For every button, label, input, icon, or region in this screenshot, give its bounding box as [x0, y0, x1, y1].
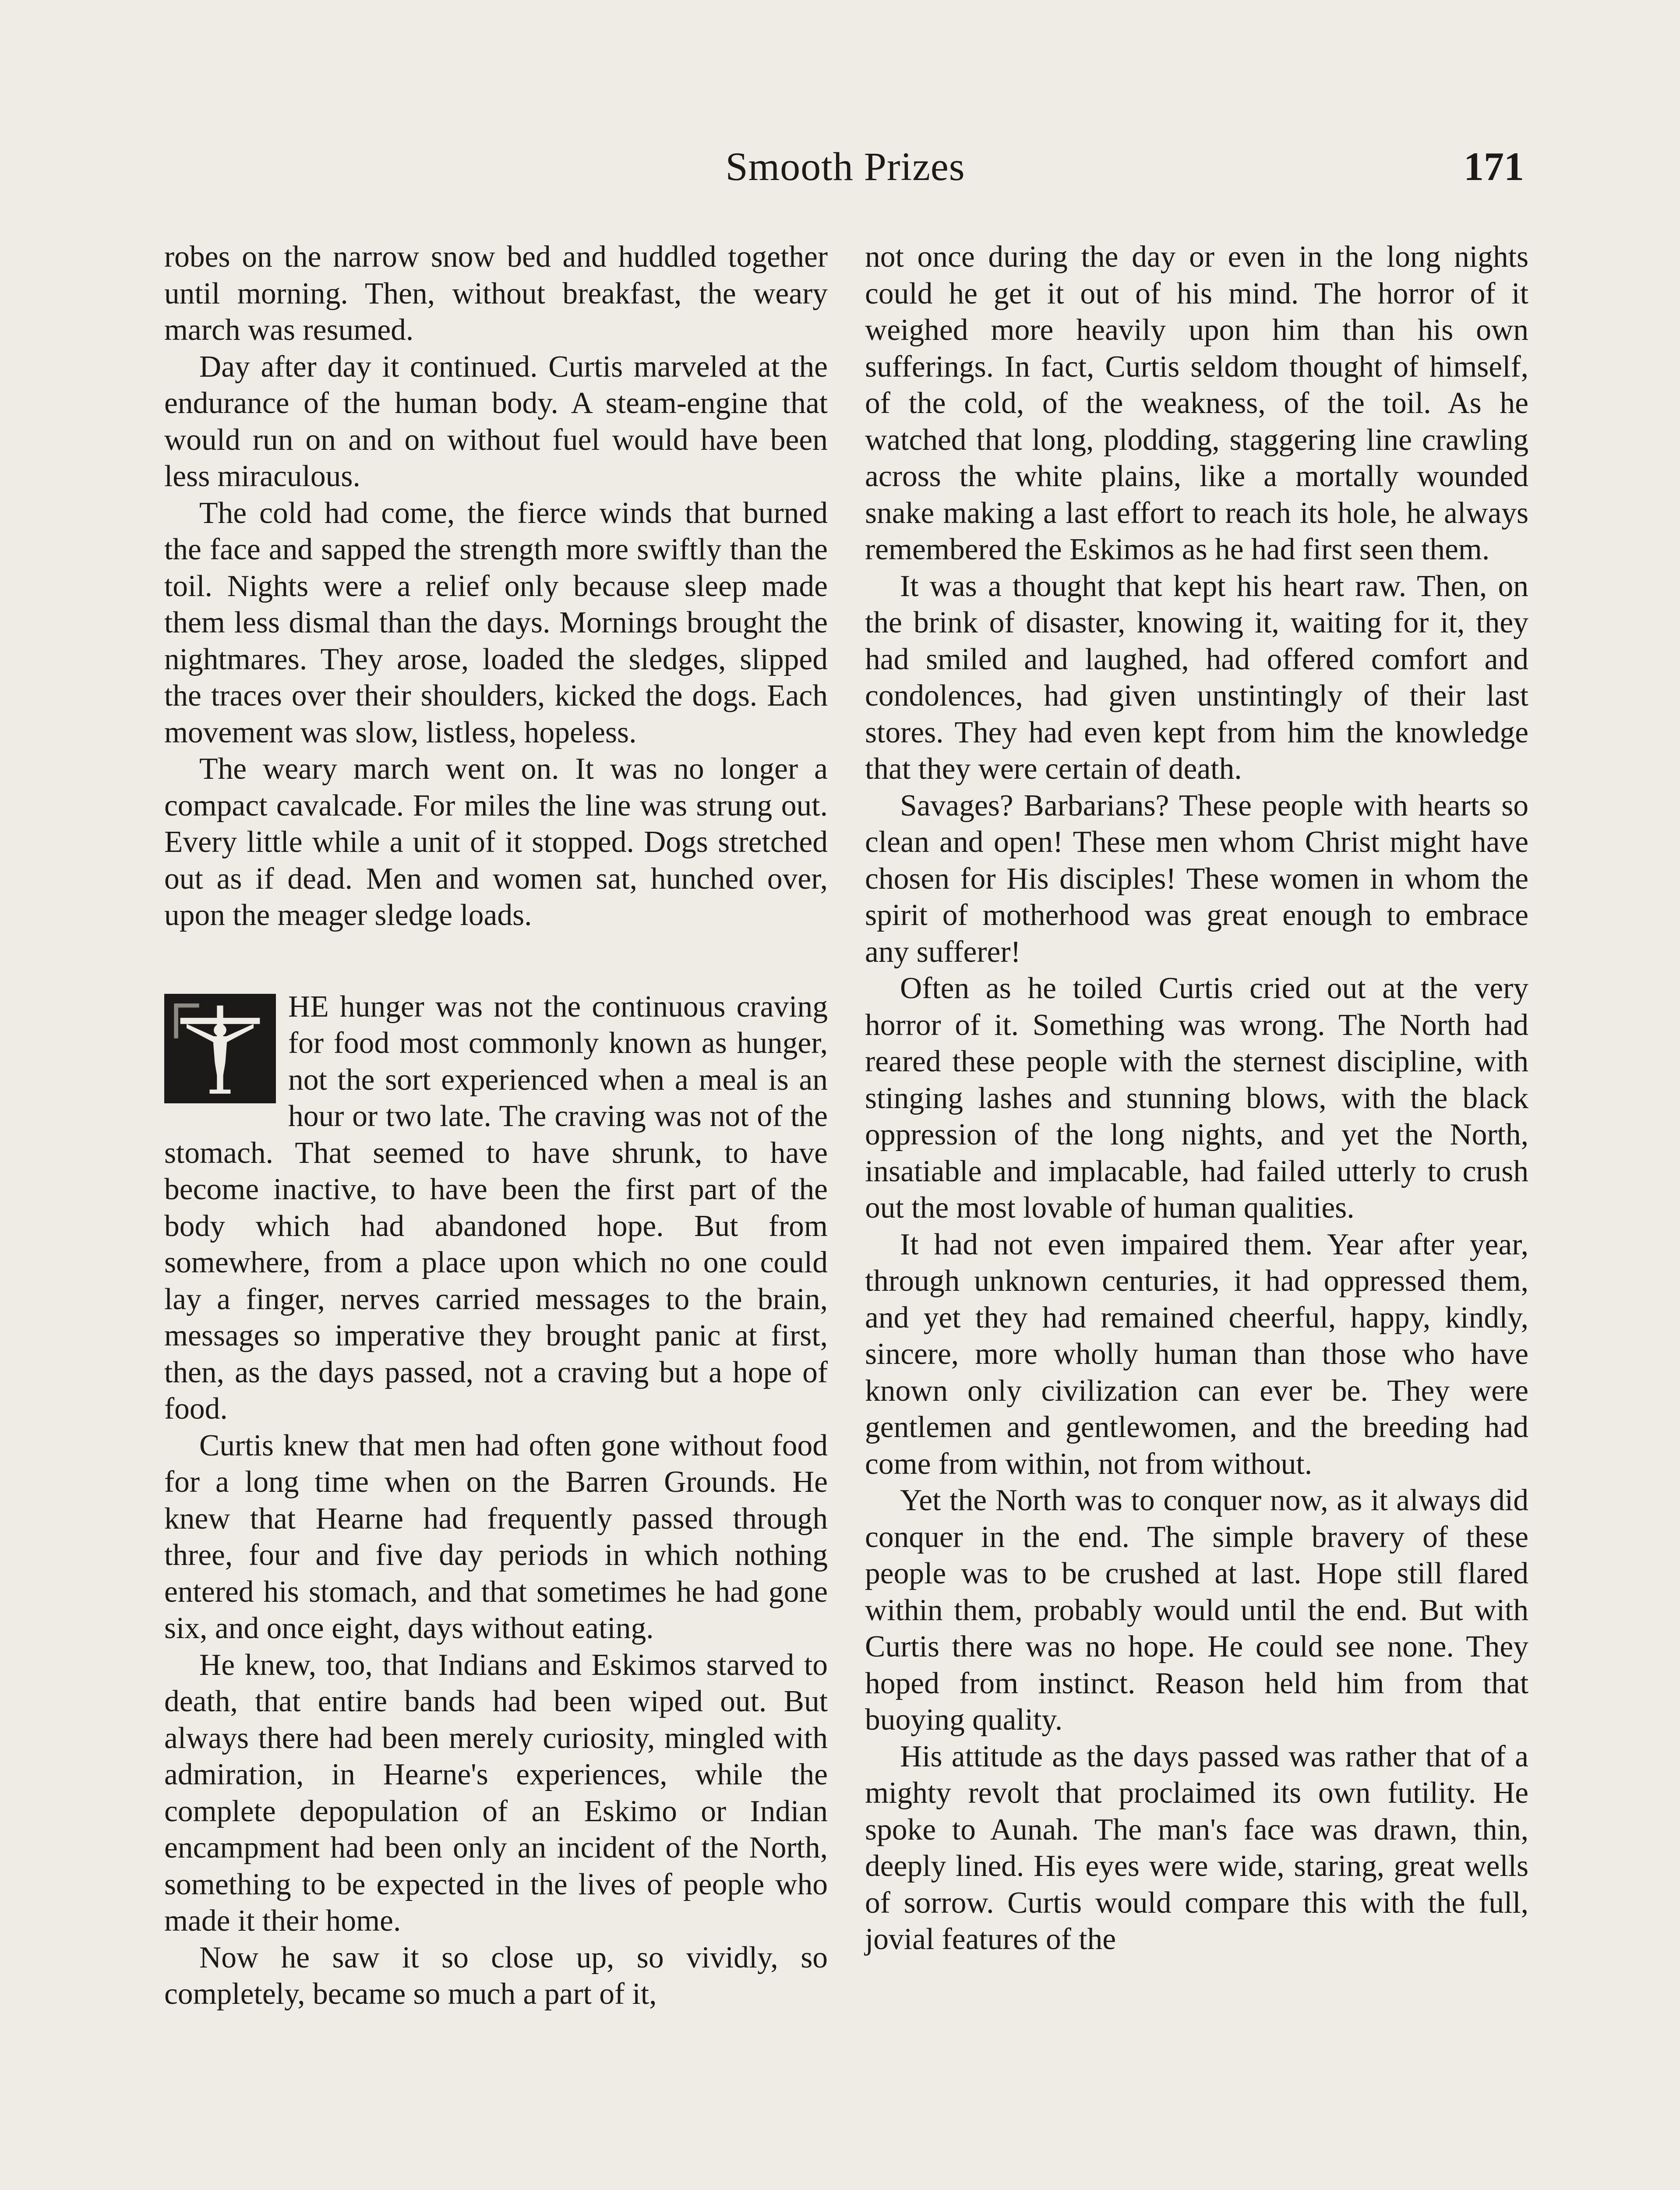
paragraph: Savages? Barbarians? These people with hearts so clean and open! These men whom Christ might have chosen for His disciples! These women in whom the spirit of motherhood was great enough to embrace any sufferer! — [865, 788, 1528, 969]
paragraph: It had not even impaired them. Year after year, through unknown centuries, it had oppressed them, and yet they had remained cheerful, happy, kindly, sincere, more wholly human than those who have known only civilization can ever be. They were gentlemen and gentlewomen, and the breeding had come from within, not from without. — [865, 1227, 1528, 1481]
running-head — [166, 140, 1524, 201]
left-column — [164, 239, 828, 2013]
paragraph: Yet the North was to conquer now, as it always did conquer in the end. The simple bravery of these people was to be crushed at last. Hope still flared within them, probably would until the end. But with Curtis there was no hope. He could see none. They hoped from instinct. Reason held him from that buoying quality. — [865, 1484, 1528, 1737]
paragraph: not once during the day or even in the long nights could he get it out of his mind. The horror of it weighed more heavily upon him than his own sufferings. In fact, Curtis seldom thought of himself, of the cold, of the weakness, of the toil. As he watched that long, plodding, staggering line crawling across the white plains, like a mortally wounded snake making a last effort to reach its hole, he always remembered the Eskimos as he had first seen them. — [865, 240, 1528, 566]
paragraph: Curtis knew that men had often gone without food for a long time when on the Barren Grounds. He knew that Hearne had frequently passed through three, four and five day periods in which nothing entered his stomach, and that sometimes he had gone six, and once eight, days without eating. — [164, 1428, 828, 1645]
paragraph: His attitude as the days passed was rather that of a mighty revolt that proclaimed its own futility. He spoke to Aunah. The man's face was drawn, thin, deeply lined. His eyes were wide, staring, great wells of sorrow. Curtis would compare this with the full, jovial features of the — [865, 1739, 1528, 1956]
paragraph: The cold had come, the fierce winds that burned the face and sapped the strength more swiftly than the toil. Nights were a relief only because sleep made them less dismal than the days. Mornings brought the nightmares. They arose, loaded the sledges, slipped the traces over their shoulders, kicked the dogs. Each movement was slow, listless, hopeless. — [164, 496, 828, 749]
section-opening-paragraph — [164, 989, 828, 1427]
right-column — [865, 239, 1528, 1958]
crucifix-initial-icon — [164, 994, 276, 1103]
paragraph: Day after day it continued. Curtis marveled at the endurance of the human body. A steam-engine that would run on and on without fuel would have been less miraculous. — [164, 350, 828, 493]
paragraph: Often as he toiled Curtis cried out at the very horror of it. Something was wrong. The North had reared these people with the sternest discipline, with stinging lashes and stunning blows, with the black oppression of the long nights, and yet the North, insatiable and implacable, had failed utterly to crush out the most lovable of human qualities. — [865, 971, 1528, 1225]
paragraph: The weary march went on. It was no longer a compact cavalcade. For miles the line was strung out. Every little while a unit of it stopped. Dogs stretched out as if dead. Men and women sat, hunched over, upon the meager sledge loads. — [164, 752, 828, 932]
paragraph: He knew, too, that Indians and Eskimos starved to death, that entire bands had been wiped out. But always there had been merely curiosity, mingled with admiration, in Hearne's experiences, while the complete depopulation of an Eskimo or Indian encampment had been only an incident of the North, something to be expected in the lives of people who made it their home. — [164, 1648, 828, 1938]
running-title: Smooth Prizes — [725, 144, 965, 189]
paragraph: It was a thought that kept his heart raw. Then, on the brink of disaster, knowing it, waiting for it, they had smiled and laughed, had offered comfort and condolences, had given unstintingly of their last stores. They had even kept from him the knowledge that they were certain of death. — [865, 569, 1528, 786]
paragraph: Now he saw it so close up, so vividly, so completely, became so much a part of it, — [164, 1940, 828, 2011]
paragraph-text: HE hunger was not the continuous craving for food most commonly known as hunger, not the sort experienced when a meal is an hour or two late. The craving was not of the stomach. That seemed to have shrunk, to have become inactive, to have been the first part of the body which had abandoned hope. But from somewhere, from a place upon which no one could lay a finger, nerves carried messages to the brain, messages so imperative they brought panic at first, then, as the days passed, not a craving but a hope of food. — [164, 989, 828, 1426]
page-number: 171 — [1464, 144, 1524, 189]
paragraph: robes on the narrow snow bed and huddled together until morning. Then, without breakfast, the weary march was resumed. — [164, 240, 828, 347]
